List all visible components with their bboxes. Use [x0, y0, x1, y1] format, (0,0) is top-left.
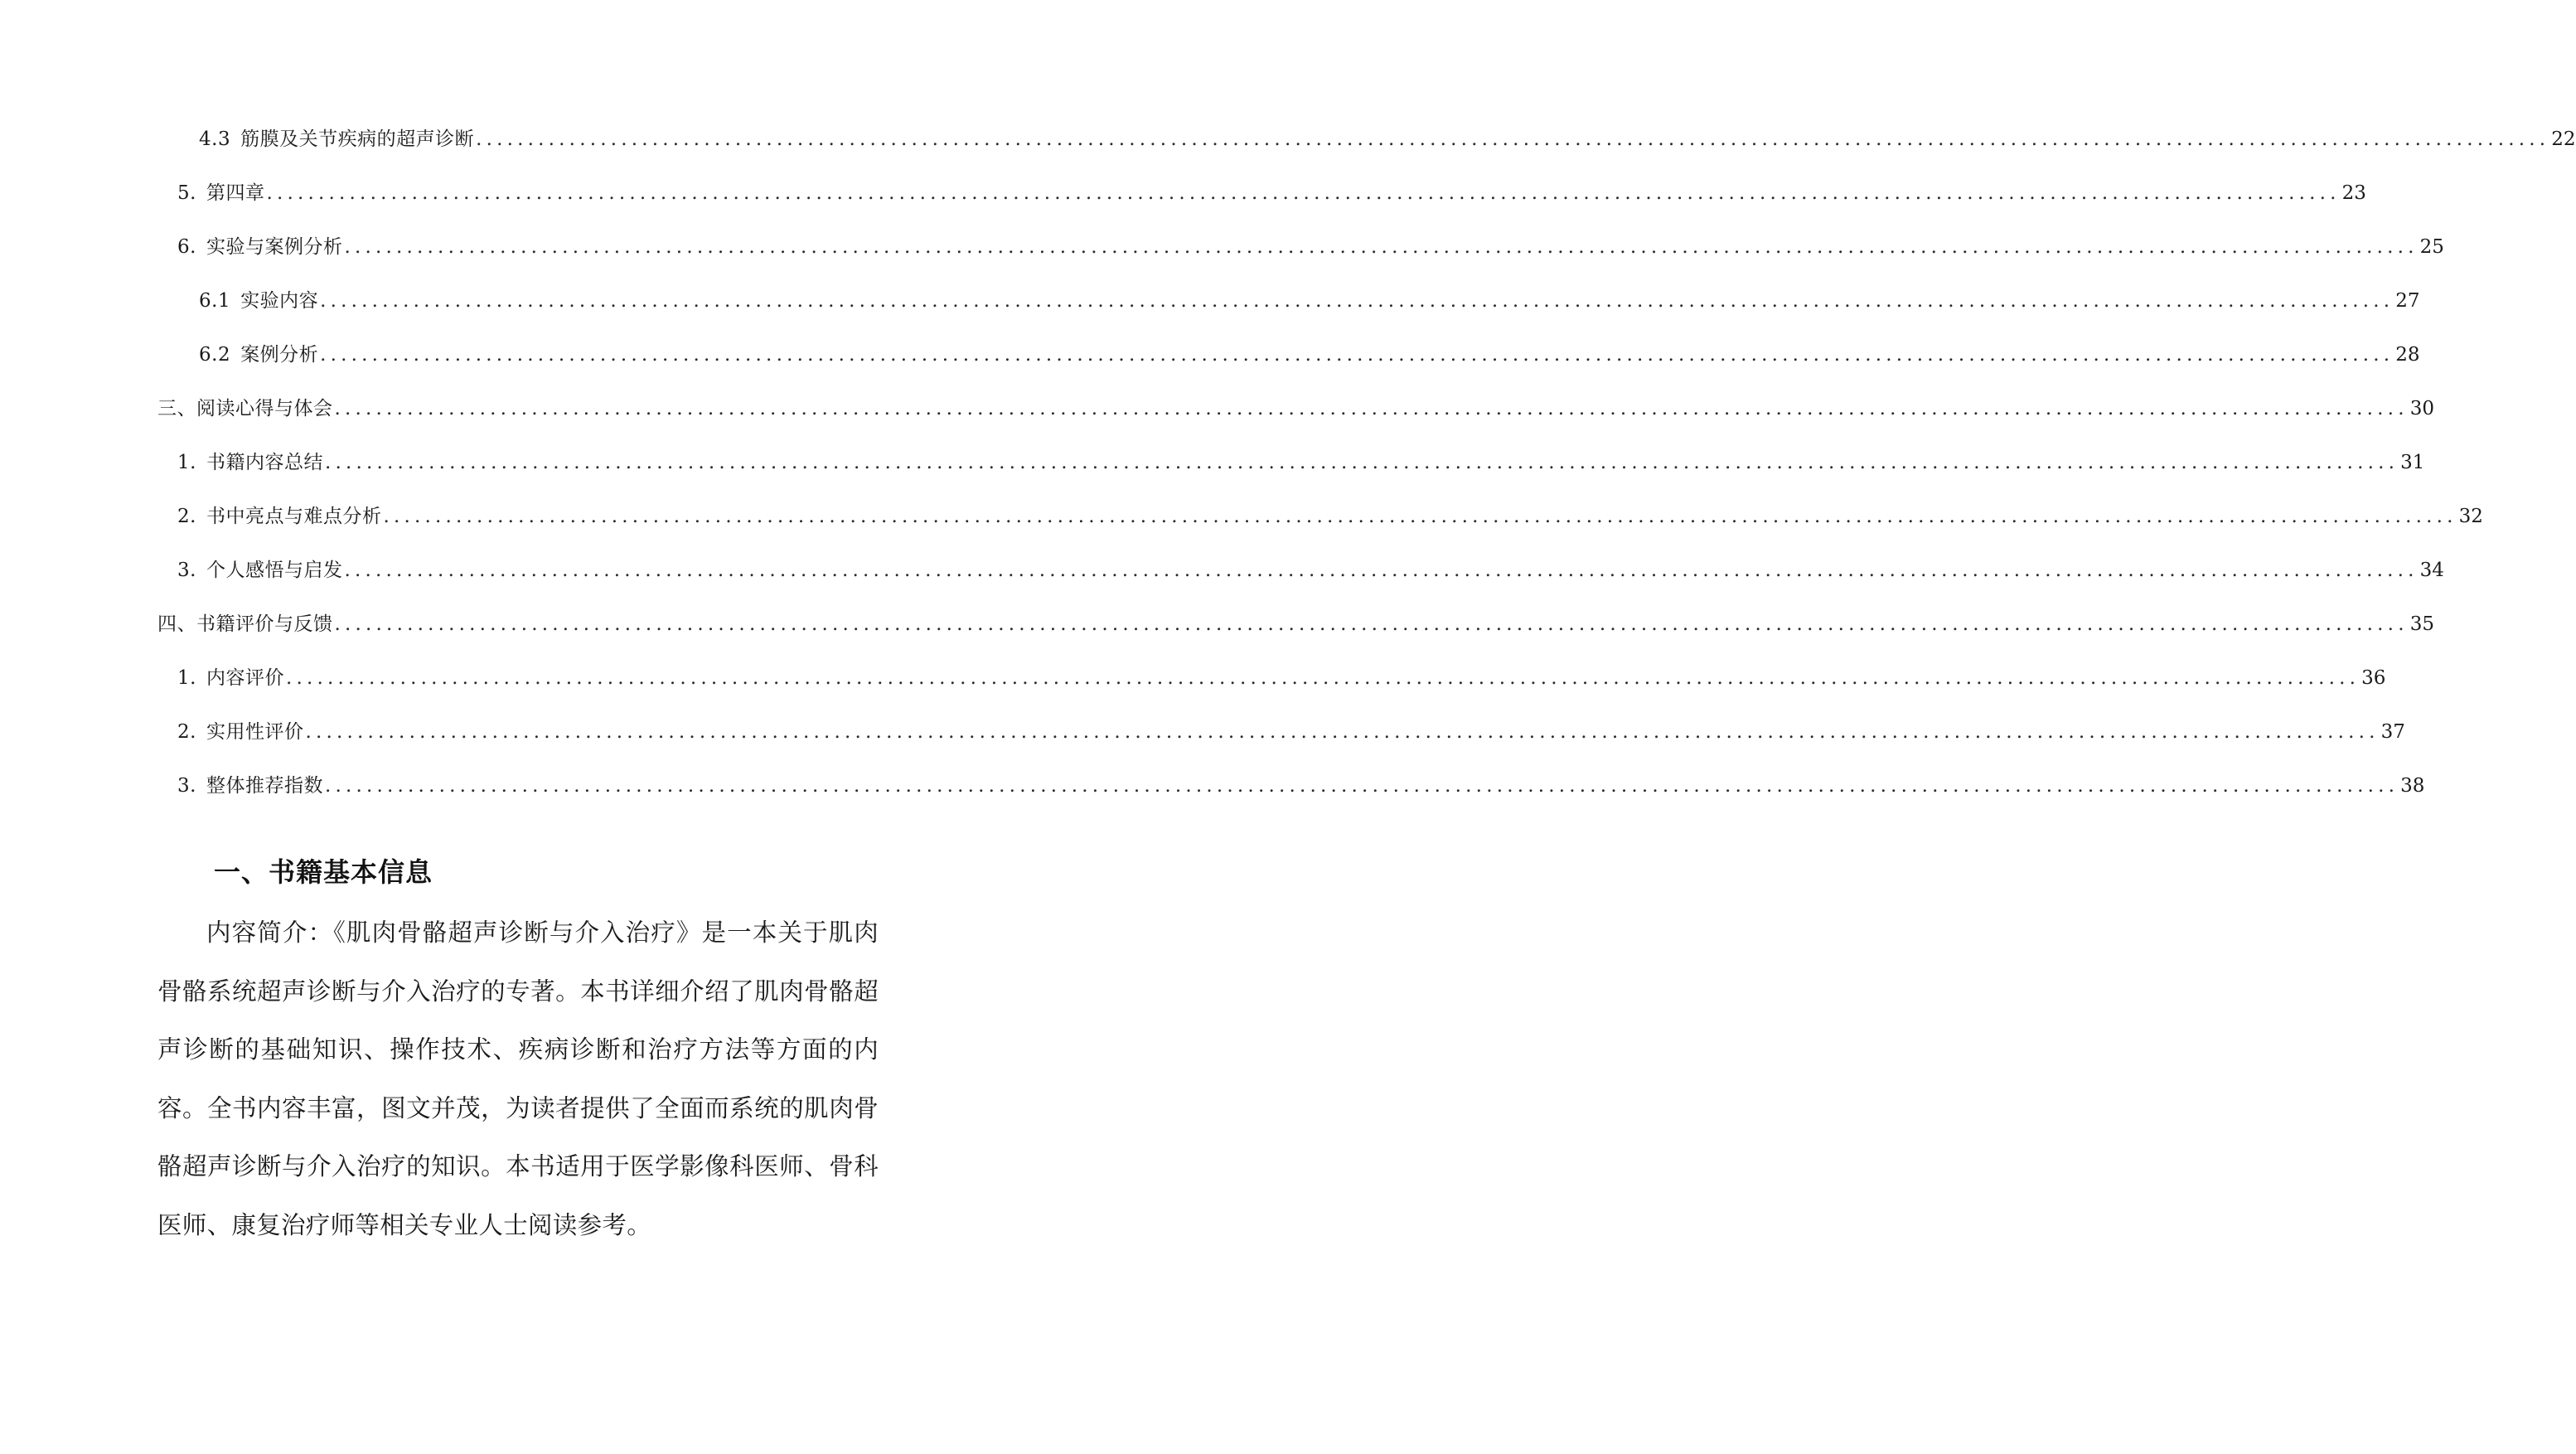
toc-entry-page: 28 — [2395, 344, 2420, 366]
toc-entry-title: 实验内容 — [240, 290, 319, 312]
toc-dot-leader: ........................................................................................................................................................................................................ — [383, 506, 2457, 527]
toc-entry-number: 6.2 — [199, 344, 231, 366]
toc-entry-page: 35 — [2409, 613, 2434, 635]
toc-entry-page: 38 — [2400, 775, 2425, 797]
section-heading: 一、书籍基本信息 — [214, 856, 433, 888]
toc-entry-number: 6. — [177, 236, 196, 258]
toc-entry-title: 筋膜及关节疾病的超声诊断 — [240, 128, 475, 150]
toc-dot-leader: ........................................................................................................................................................................................................ — [476, 128, 2550, 150]
toc-dot-leader: ........................................................................................................................................................................................................ — [266, 182, 2341, 204]
toc-entry-title: 三、阅读心得与体会 — [157, 398, 333, 419]
toc-entry-page: 30 — [2409, 398, 2434, 419]
toc-entry-number: 5. — [177, 182, 196, 204]
toc-entry[interactable] — [177, 446, 2425, 479]
toc-entry-title: 实验与案例分析 — [206, 236, 343, 258]
toc-entry-page: 23 — [2341, 182, 2366, 204]
toc-entry-title: 书籍内容总结 — [206, 452, 323, 473]
toc-entry[interactable] — [199, 338, 2420, 371]
toc-entry-page: 27 — [2395, 290, 2420, 312]
toc-entry-page: 25 — [2419, 236, 2444, 258]
toc-entry-number: 1. — [177, 667, 196, 689]
toc-entry[interactable] — [177, 554, 2444, 587]
toc-entry[interactable] — [177, 662, 2386, 695]
toc-entry-number: 3. — [177, 775, 196, 797]
toc-entry-page: 36 — [2361, 667, 2386, 689]
toc-entry[interactable] — [199, 123, 2576, 156]
toc-dot-leader: ........................................................................................................................................................................................................ — [334, 398, 2409, 419]
toc-entry-number: 1. — [177, 452, 196, 473]
toc-entry-title: 第四章 — [206, 182, 265, 204]
toc-entry-title: 实用性评价 — [206, 721, 304, 743]
toc-entry[interactable] — [177, 500, 2483, 533]
toc-entry-title: 内容评价 — [206, 667, 284, 689]
toc-dot-leader: ........................................................................................................................................................................................................ — [324, 775, 2399, 797]
toc-entry-page: 31 — [2400, 452, 2425, 473]
toc-dot-leader: ........................................................................................................................................................................................................ — [320, 344, 2394, 366]
toc-chapter-entry[interactable] — [157, 608, 2434, 641]
toc-dot-leader: ........................................................................................................................................................................................................ — [344, 236, 2419, 258]
toc-entry-title: 案例分析 — [240, 344, 319, 366]
toc-entry[interactable] — [177, 769, 2425, 802]
toc-entry-number: 4.3 — [199, 128, 231, 150]
toc-entry-page: 22 — [2551, 128, 2576, 150]
toc-entry-number: 6.1 — [199, 290, 231, 312]
toc-entry-title: 四、书籍评价与反馈 — [157, 613, 333, 635]
toc-dot-leader: ........................................................................................................................................................................................................ — [324, 452, 2399, 473]
toc-chapter-entry[interactable] — [157, 392, 2434, 425]
toc-entry[interactable] — [177, 715, 2405, 749]
toc-dot-leader: ........................................................................................................................................................................................................ — [305, 721, 2380, 743]
section-paragraph: 内容简介：《肌肉骨骼超声诊断与介入治疗》是一本关于肌肉骨骼系统超声诊断与介入治疗的专著。本书详细介绍了肌肉骨骼超声诊断的基础知识、操作技术、疾病诊断和治疗方法等方面的内容。全书内容丰富，图文并茂，为读者提供了全面而系统的肌肉骨骼超声诊断与介入治疗的知识。本书适用于医学影像科医师、骨科医师、康复治疗师等相关专业人士阅读参考。 — [157, 918, 879, 1239]
toc-dot-leader: ........................................................................................................................................................................................................ — [334, 613, 2409, 635]
toc-entry-number: 2. — [177, 721, 196, 743]
toc-dot-leader: ........................................................................................................................................................................................................ — [344, 560, 2419, 581]
toc-entry-title: 个人感悟与启发 — [206, 560, 343, 581]
toc-entry-page: 34 — [2419, 560, 2444, 581]
toc-entry-page: 32 — [2458, 506, 2483, 527]
toc-entry-title: 书中亮点与难点分析 — [206, 506, 382, 527]
toc-entry-title: 整体推荐指数 — [206, 775, 323, 797]
toc-entry-page: 37 — [2380, 721, 2405, 743]
toc-dot-leader: ........................................................................................................................................................................................................ — [285, 667, 2361, 689]
toc-entry[interactable] — [177, 230, 2444, 264]
toc-entry-number: 2. — [177, 506, 196, 527]
toc-entry[interactable] — [199, 284, 2420, 317]
toc-dot-leader: ........................................................................................................................................................................................................ — [320, 290, 2394, 312]
toc-entry-number: 3. — [177, 560, 196, 581]
toc-entry[interactable] — [177, 177, 2366, 210]
